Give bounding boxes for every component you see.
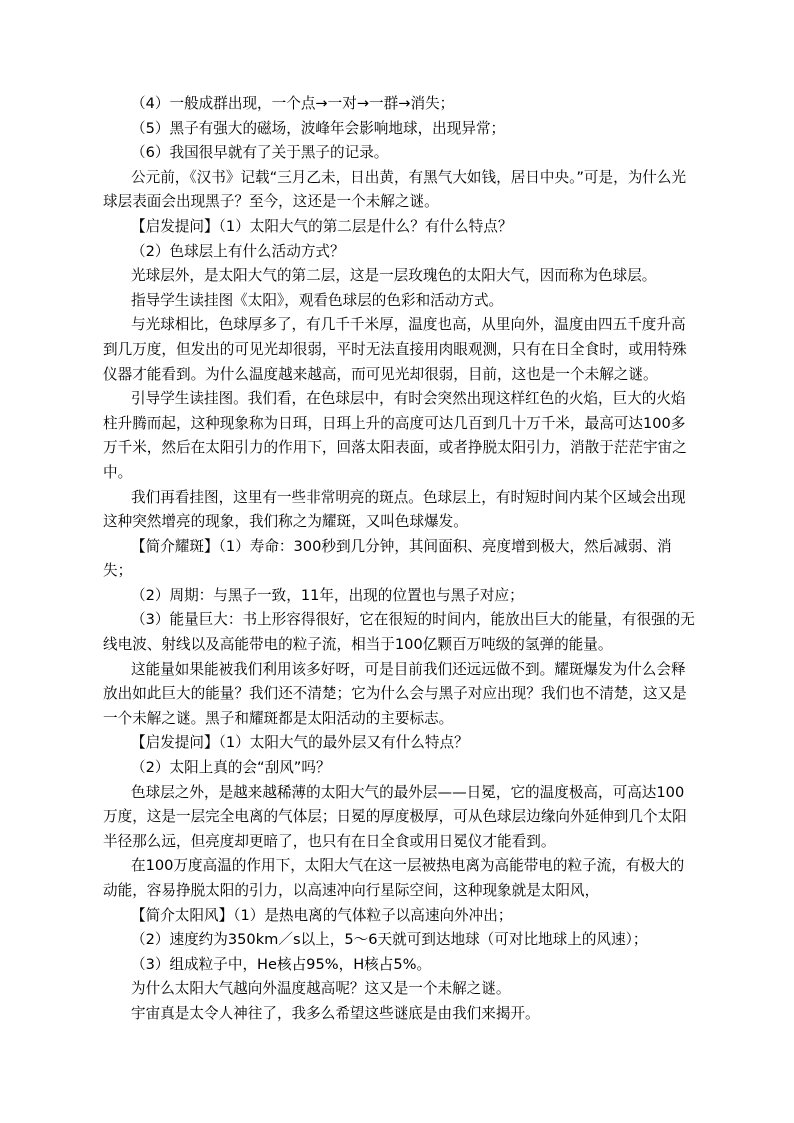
document-body <box>0 92 794 1027</box>
paragraph-flare-lifetime: 【简介耀斑】（1）寿命：300秒到几分钟，其间面积、亮度增到极大，然后减弱、消失； <box>103 537 672 580</box>
paragraph-hanshu-record: 公元前，《汉书》记载“三月乙未，日出黄，有黑气大如钱，居日中央。”可是，为什么光球层表面会出现黑子？至今，这还是一个未解之谜。 <box>103 168 687 211</box>
paragraph-chromosphere-intro: 光球层外，是太阳大气的第二层，这是一层玫瑰色的太阳大气，因而称为色球层。 <box>131 267 657 285</box>
paragraph-corona: 色球层之外，是越来越稀薄的太阳大气的最外层——日冕，它的温度极高，可高达100万度，这是一层完全电离的气体层；日冕的厚度极厚，可从色球层边缘向外延伸到几个太阳半径那么远，但亮度却更暗了，也只有在日全食或用日冕仪才能看到。 <box>103 783 687 850</box>
paragraph-chromosphere-temperature: 与光球相比，色球厚多了，有几千千米厚，温度也高，从里向外，温度由四五千度升高到几万度，但发出的可见光却很弱，平时无法直接用肉眼观测，只有在日全食时，或用特殊仪器才能看到。为什么温度越来越高，而可见光却很弱，目前，这也是一个未解之谜。 <box>103 316 687 383</box>
paragraph-solar-wind-2: （2）速度约为350km／s以上，5～6天就可到达地球（可对比地球上的风速）； <box>131 931 648 949</box>
paragraph-question-second-layer: 【启发提问】（1）太阳大气的第二层是什么？有什么特点？ <box>131 217 513 235</box>
paragraph-flare-mystery: 这能量如果能被我们利用该多好呀，可是目前我们还远远做不到。耀斑爆发为什么会释放出如此巨大的能量？我们还不清楚；它为什么会与黑子对应出现？我们也不清楚，这又是一个未解之谜。黑子和耀斑都是太阳活动的主要标志。 <box>103 660 687 727</box>
paragraph-prominence: 引导学生读挂图。我们看，在色球层中，有时会突然出现这样红色的火焰，巨大的火焰柱升腾而起，这种现象称为日珥，日珥上升的高度可达几百到几十万千米，最高可达100多万千米，然后在太阳引力的作用下，回落太阳表面，或者挣脱太阳引力，消散于茫茫宇宙之中。 <box>103 390 687 481</box>
paragraph-solar-wind-1: 【简介太阳风】（1）是热电离的气体粒子以高速向外冲出； <box>131 906 513 924</box>
paragraph-temperature-mystery: 为什么太阳大气越向外温度越高呢？这又是一个未解之谜。 <box>131 980 511 998</box>
paragraph-question-solar-wind: （2）太阳上真的会“刮风”吗？ <box>131 759 331 777</box>
paragraph-flare-energy: （3）能量巨大：书上形容得很好，它在很短的时间内，能放出巨大的能量，有很强的无线电波、射线以及高能带电的粒子流，相当于100亿颗百万吨级的氢弹的能量。 <box>103 611 695 654</box>
paragraph-closing: 宇宙真是太令人神往了，我多么希望这些谜底是由我们来揭开。 <box>131 1004 540 1022</box>
paragraph-flare-intro: 我们再看挂图，这里有一些非常明亮的斑点。色球层上，有时短时间内某个区域会出现这种突然增亮的现象，我们称之为耀斑，又叫色球爆发。 <box>103 488 686 531</box>
paragraph-guide-read-chart: 指导学生读挂图《太阳》，观看色球层的色彩和活动方式。 <box>131 291 504 309</box>
paragraph-flare-period: （2）周期：与黑子一致，11年，出现的位置也与黑子对应； <box>131 586 524 604</box>
paragraph-solar-wind-3: （3）组成粒子中，He核占95%，H核占5%。 <box>131 955 432 973</box>
paragraph-question-chromosphere-activity: （2）色球层上有什么活动方式？ <box>131 242 345 260</box>
paragraph-sunspot-4: （4）一般成群出现，一个点→一对→一群→消失； <box>131 95 455 112</box>
paragraph-solar-wind-intro: 在100万度高温的作用下，太阳大气在这一层被热电离为高能带电的粒子流，有极大的动能，容易挣脱太阳的引力，以高速冲向行星际空间，这种现象就是太阳风， <box>103 857 685 899</box>
paragraph-sunspot-5: （5）黑子有强大的磁场，波峰年会影响地球，出现异常； <box>131 119 506 137</box>
paragraph-sunspot-6: （6）我国很早就有了关于黑子的记录。 <box>131 144 389 162</box>
paragraph-question-outer-layer: 【启发提问】（1）太阳大气的最外层又有什么特点？ <box>131 734 469 752</box>
